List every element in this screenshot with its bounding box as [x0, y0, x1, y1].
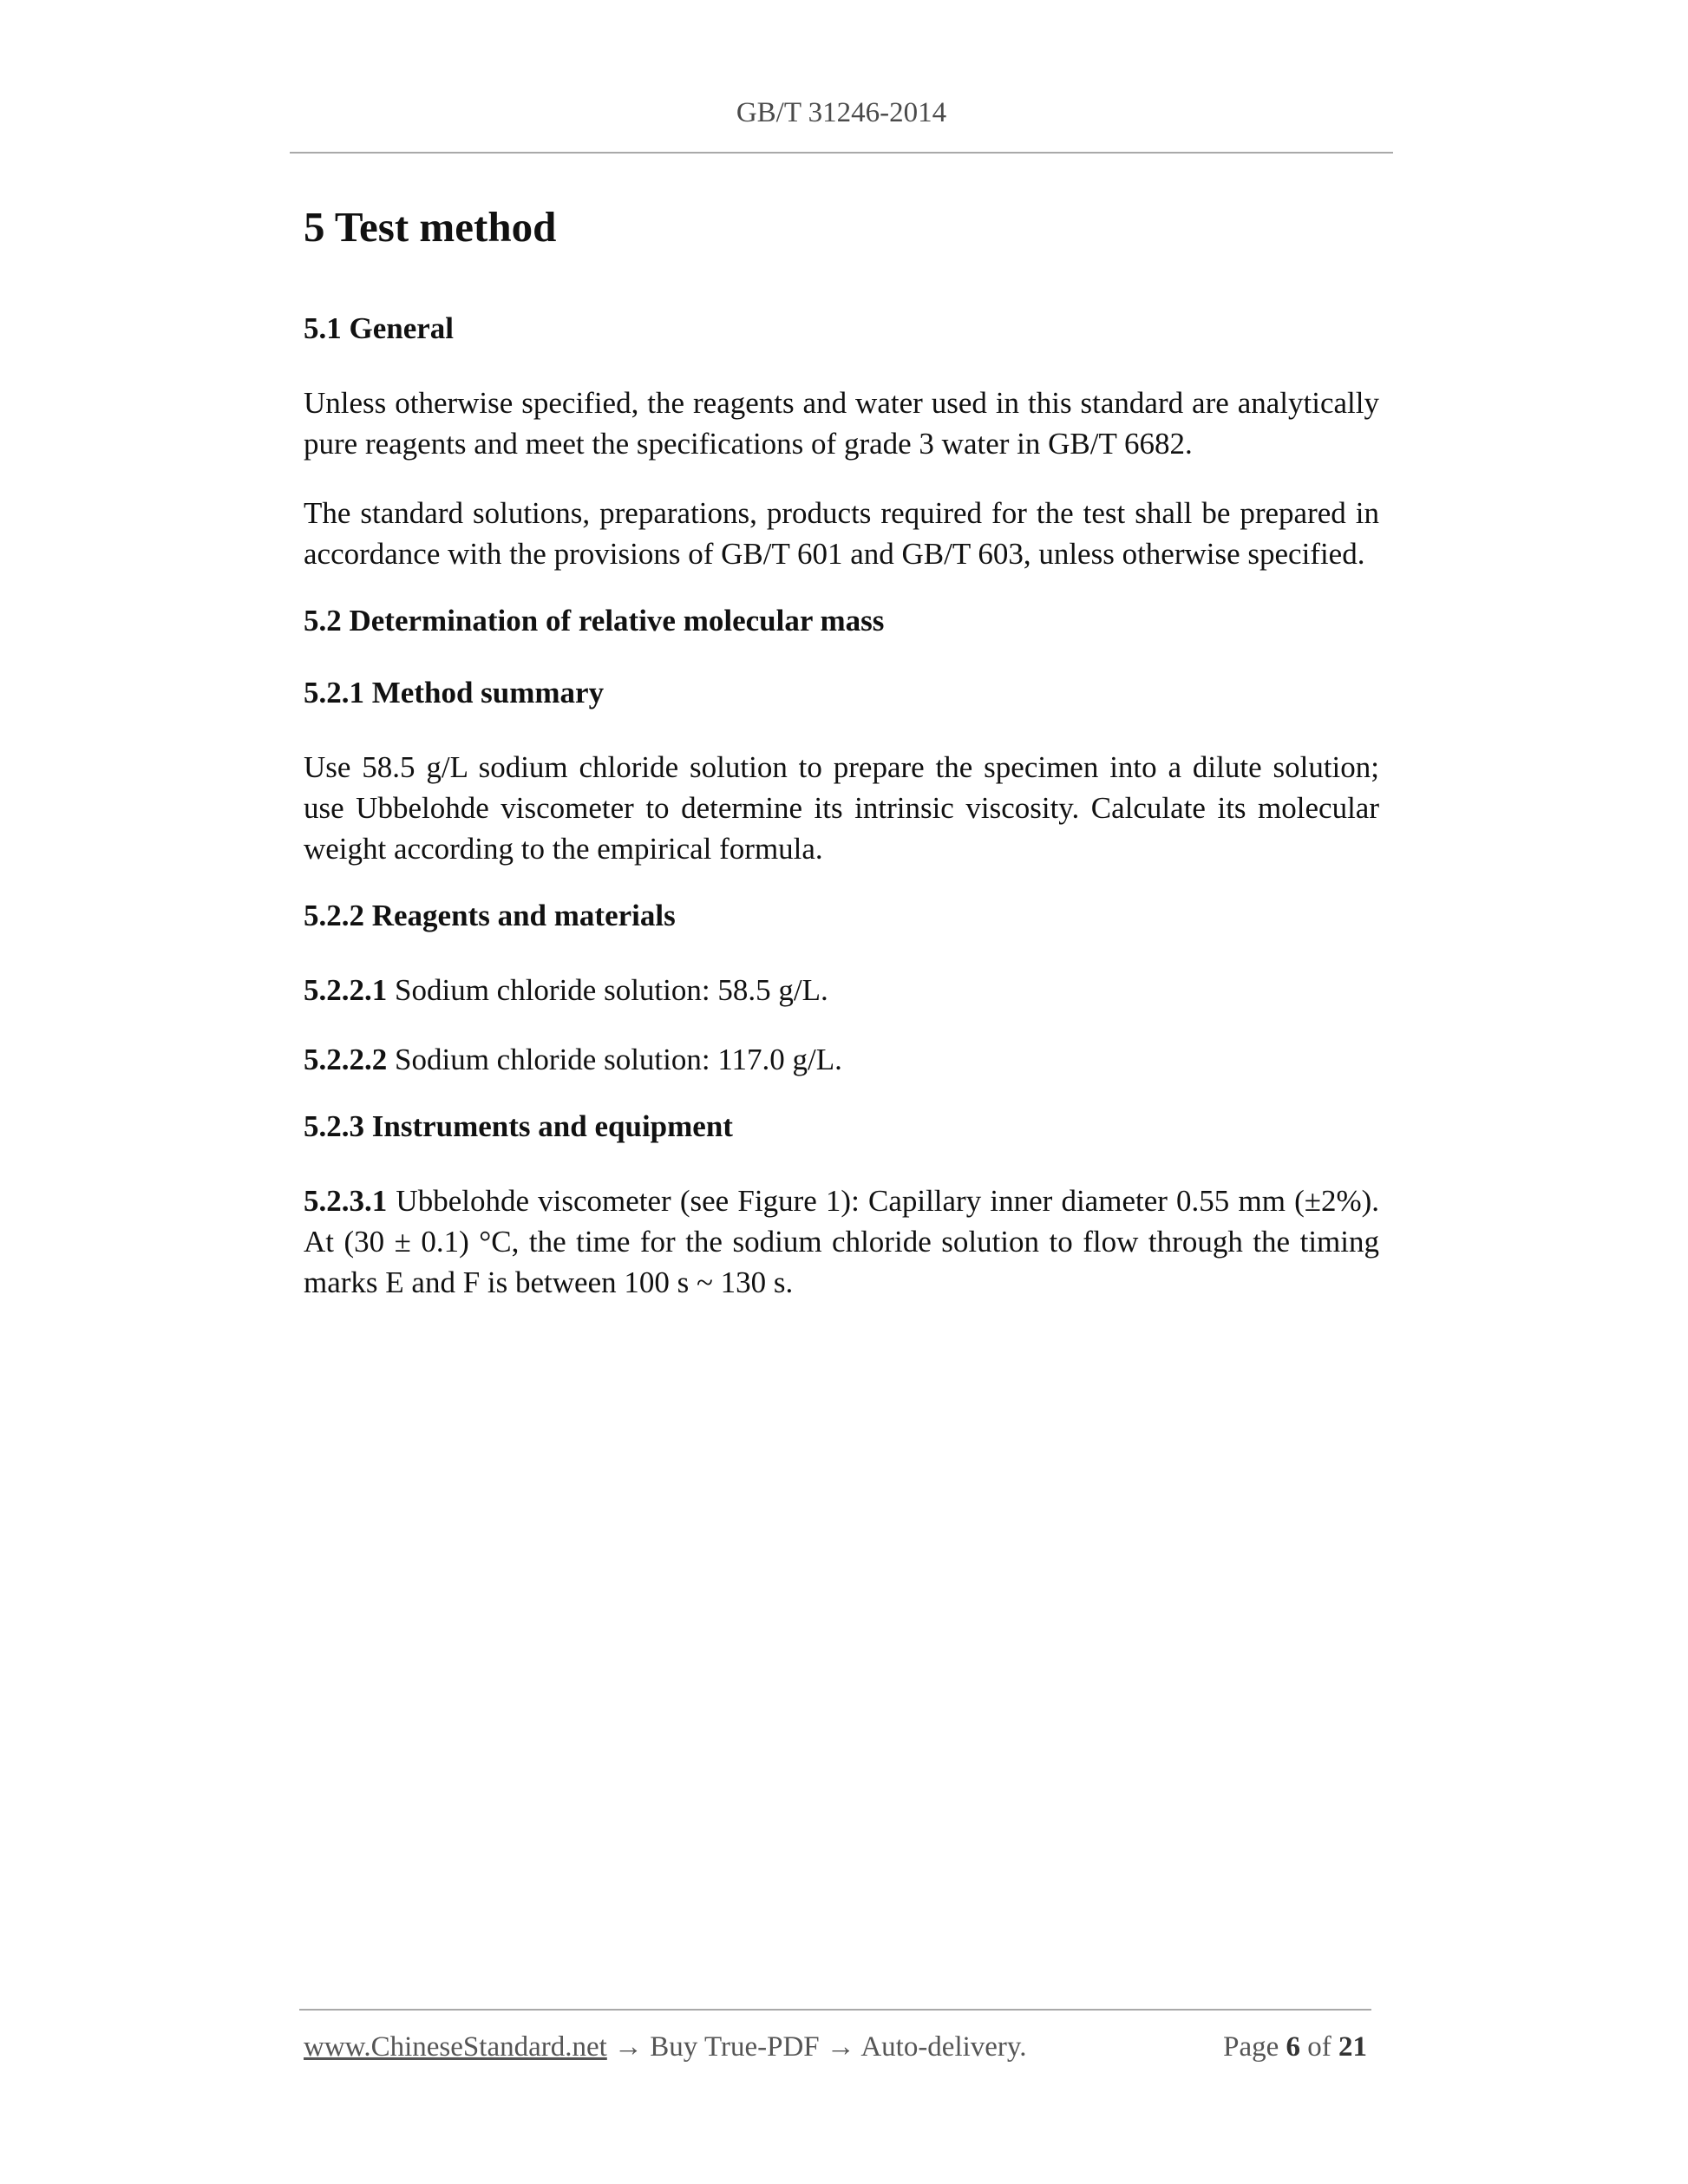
clause-text: Ubbelohde viscometer (see Figure 1): Capillary inner diameter 0.55 mm (±2%). At (30 ± 0.1) °C, the time for the sodium chloride solution to flow through the timing marks E and F is between 100 s ~ 130 s. [304, 1184, 1380, 1299]
subsection-title-5-2-3: 5.2.3 Instruments and equipment [304, 1109, 733, 1143]
paragraph-5-2-1: Use 58.5 g/L sodium chloride solution to prepare the specimen into a dilute solution; use Ubbelohde viscometer to determine its intrinsic viscosity. Calculate its molecular weight according to the empirical formula. [304, 750, 1379, 866]
current-page: 6 [1286, 2031, 1300, 2063]
page-label: Page [1223, 2031, 1279, 2063]
arrow-icon: → [614, 2031, 644, 2063]
clause-5-2-2-2 [304, 1039, 1379, 1080]
clause-5-2-3-1 [304, 1180, 1379, 1303]
subsection-title-5-2: 5.2 Determination of relative molecular mass [304, 604, 885, 638]
clause-number: 5.2.2.1 [304, 973, 388, 1007]
of-label: of [1307, 2031, 1331, 2063]
clause-text: Sodium chloride solution: 58.5 g/L. [395, 973, 828, 1007]
delivery-text: Auto-delivery. [860, 2031, 1027, 2063]
arrow-icon: → [826, 2031, 855, 2063]
page-content [304, 198, 1379, 1331]
total-pages: 21 [1338, 2031, 1367, 2063]
header-divider [290, 152, 1393, 154]
buy-text: Buy True-PDF [650, 2031, 820, 2063]
subsection-title-5-1: 5.1 General [304, 311, 455, 345]
page-footer [304, 2031, 1367, 2063]
clause-text: Sodium chloride solution: 117.0 g/L. [395, 1043, 842, 1076]
paragraph-5-1-a: Unless otherwise specified, the reagents and water used in this standard are analytically pure reagents and meet the specifications of grade 3 water in GB/T 6682. [304, 386, 1379, 461]
section-title: 5 Test method [304, 203, 557, 251]
website-link[interactable]: www.ChineseStandard.net [304, 2031, 607, 2063]
clause-number: 5.2.3.1 [304, 1184, 388, 1218]
footer-divider [299, 2009, 1371, 2011]
paragraph-5-1-b: The standard solutions, preparations, products required for the test shall be prepared in accordance with the provisions of GB/T 601 and GB/T 603, unless otherwise specified. [304, 496, 1379, 571]
footer-left [304, 2031, 1027, 2063]
document-header: GB/T 31246-2014 [736, 97, 947, 128]
page-number [1223, 2031, 1367, 2063]
subsection-title-5-2-1: 5.2.1 Method summary [304, 676, 605, 709]
clause-number: 5.2.2.2 [304, 1043, 388, 1076]
subsection-title-5-2-2: 5.2.2 Reagents and materials [304, 899, 676, 932]
clause-5-2-2-1 [304, 970, 1379, 1010]
